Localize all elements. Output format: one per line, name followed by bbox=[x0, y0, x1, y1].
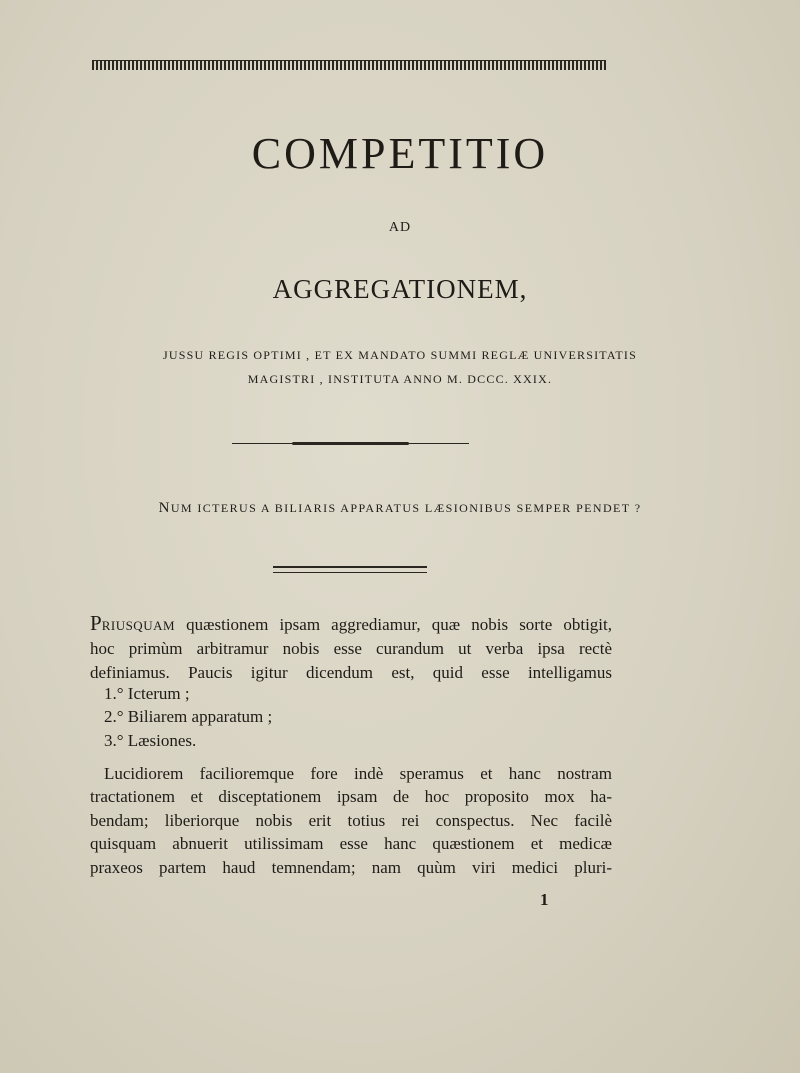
paragraph-1-line-1: PRIUSQUAM quæstionem ipsam aggrediamur, quæ nobis sorte obtigit, bbox=[90, 611, 612, 635]
paragraph-1-line-2: hoc primùm arbitramur nobis esse curandum ut verba ipsa rectè bbox=[90, 639, 612, 659]
list-item: 3.° Læsiones. bbox=[104, 730, 197, 750]
list-item: 2.° Biliarem apparatum ; bbox=[104, 707, 273, 727]
subtitle-ad: AD bbox=[388, 220, 412, 235]
paragraph-1 bbox=[90, 612, 612, 684]
list-item: 1.° Icterum ; bbox=[104, 684, 190, 703]
paragraph-2 bbox=[90, 762, 612, 879]
question-text: UM ICTERUS A BILIARIS APPARATUS LÆSIONIBUS SEMPER PENDET ? bbox=[170, 501, 642, 515]
signature-mark: 1 bbox=[540, 890, 549, 909]
double-rule bbox=[273, 566, 427, 573]
mandate-line-2: MAGISTRI , INSTITUTA ANNO M. DCCC. XXIX. bbox=[247, 372, 553, 386]
question-heading bbox=[0, 500, 800, 517]
paragraph-2-line-4: quisquam abnuerit utilissimam esse hanc quæstionem et medicæ bbox=[90, 834, 612, 854]
ornamental-rule bbox=[232, 442, 469, 445]
paragraph-2-line-1: Lucidiorem facilioremque fore indè speramus et hanc nostram bbox=[104, 764, 612, 783]
paragraph-2-line-2: tractationem et disceptationem ipsam de hoc proposito mox ha- bbox=[90, 787, 612, 807]
definition-list bbox=[104, 682, 272, 752]
paragraph-2-line-5: praxeos partem haud temnendam; nam quùm viri medici pluri- bbox=[90, 857, 612, 877]
top-ornament-border bbox=[92, 60, 606, 70]
paragraph-1-line-3: definiamus. Paucis igitur dicendum est, quid esse intelligamus bbox=[90, 662, 612, 682]
paragraph-2-line-3: bendam; liberiorque nobis erit totius rei conspectus. Nec facilè bbox=[90, 810, 612, 830]
mandate-line-1: JUSSU REGIS OPTIMI , ET EX MANDATO SUMMI REGLÆ UNIVERSITATIS bbox=[163, 348, 637, 362]
subtitle-aggregationem: AGGREGATIONEM, bbox=[272, 274, 528, 304]
page-title: COMPETITIO bbox=[251, 129, 549, 178]
question-initial: N bbox=[158, 500, 171, 516]
